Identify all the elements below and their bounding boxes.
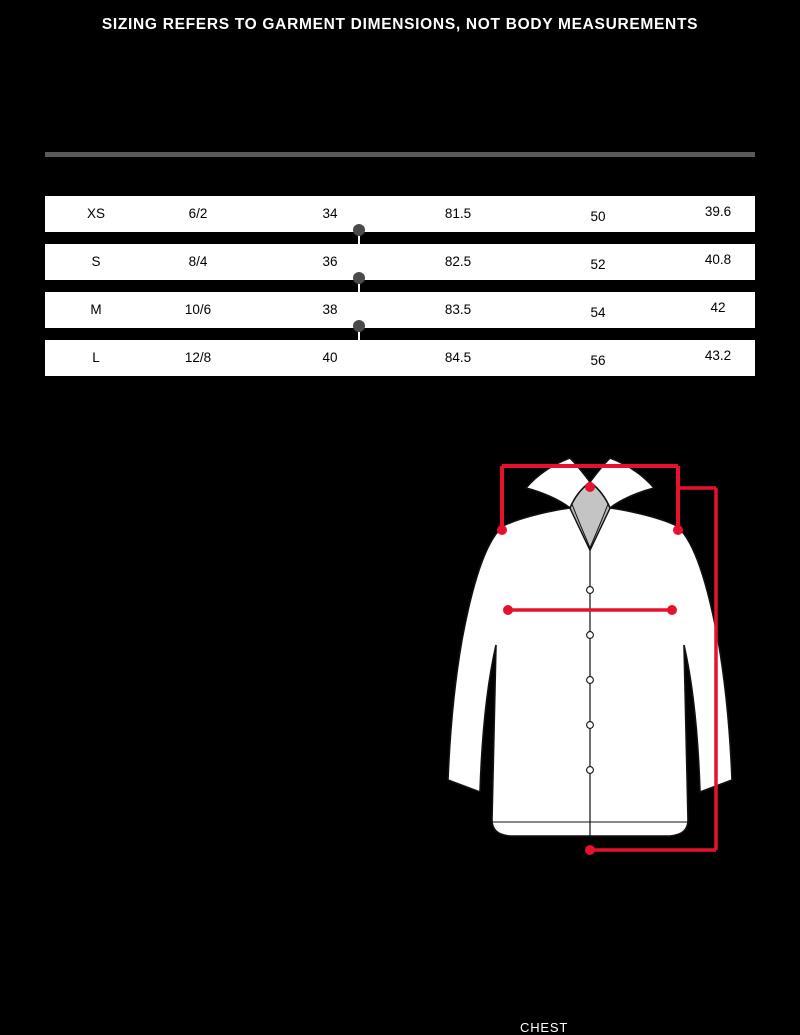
top-divider-bar (45, 152, 755, 157)
garment-diagram (420, 430, 760, 1035)
shirt-button-icon (587, 632, 594, 639)
cell-shoulder: 52 (590, 257, 606, 272)
cell-length: 81.5 (444, 206, 472, 221)
measure-endpoint-dot (673, 525, 683, 535)
measure-endpoint-dot (585, 482, 595, 492)
shirt-button-icon (587, 677, 594, 684)
measure-endpoint-dot (585, 845, 595, 855)
cell-chest: 43.2 (704, 348, 732, 363)
cell-us: 12/8 (184, 350, 212, 365)
cell-eu: 38 (322, 302, 338, 317)
shirt-button-icon (587, 767, 594, 774)
cell-eu: 34 (322, 206, 338, 221)
cell-eu: 40 (322, 350, 338, 365)
cell-length: 82.5 (444, 254, 472, 269)
cell-us: 8/4 (188, 254, 208, 269)
shirt-button-icon (587, 587, 594, 594)
table-vertical-divider (358, 196, 360, 374)
measure-endpoint-dot (667, 605, 677, 615)
cell-chest: 39.6 (704, 204, 732, 219)
cell-length: 83.5 (444, 302, 472, 317)
chest-measure-label: CHEST (520, 1020, 569, 1035)
cell-size: M (90, 302, 102, 317)
cell-eu: 36 (322, 254, 338, 269)
divider-dot-icon (353, 272, 365, 284)
table-row (45, 292, 755, 328)
cell-us: 10/6 (184, 302, 212, 317)
cell-us: 6/2 (188, 206, 208, 221)
measure-endpoint-dot (497, 525, 507, 535)
divider-dot-icon (353, 224, 365, 236)
cell-size: L (92, 350, 100, 365)
divider-dot-icon (353, 320, 365, 332)
cell-chest: 40.8 (704, 252, 732, 267)
cell-length: 84.5 (444, 350, 472, 365)
table-row (45, 244, 755, 280)
cell-chest: 42 (710, 300, 726, 315)
table-row (45, 340, 755, 376)
page-title: SIZING REFERS TO GARMENT DIMENSIONS, NOT BODY MEASUREMENTS (101, 16, 699, 33)
cell-shoulder: 50 (590, 209, 606, 224)
table-row (45, 196, 755, 232)
shirt-button-icon (587, 722, 594, 729)
cell-size: S (91, 254, 101, 269)
shirt-illustration (420, 430, 760, 880)
cell-shoulder: 56 (590, 353, 606, 368)
measure-endpoint-dot (503, 605, 513, 615)
size-table (45, 196, 755, 388)
cell-size: XS (86, 206, 105, 221)
cell-shoulder: 54 (590, 305, 606, 320)
